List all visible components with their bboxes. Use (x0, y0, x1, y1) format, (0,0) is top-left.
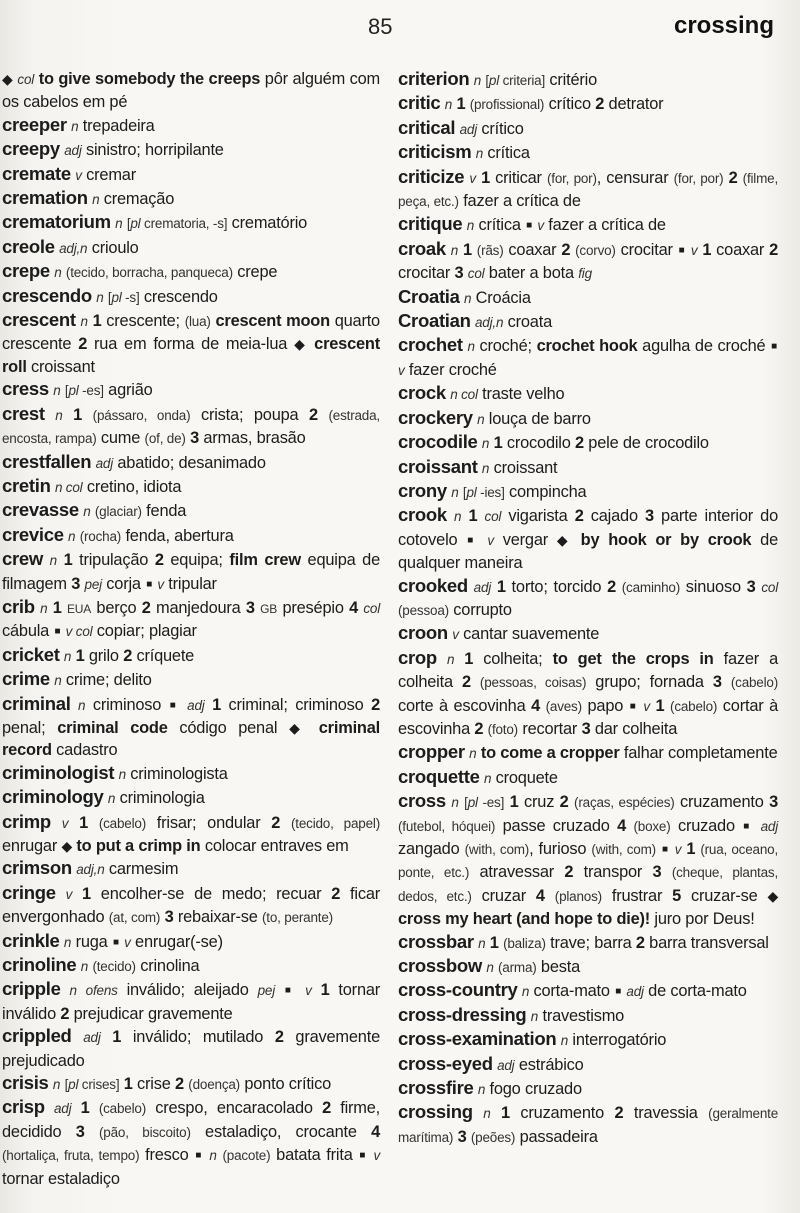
dictionary-entry: cremation n cremação (2, 187, 175, 209)
dictionary-entry: crisis n [pl crises] 1 crise 2 (doença) ponto crítico (2, 1072, 332, 1094)
dictionary-entry: criticize v 1 criticar (for, por), censurar (for, por) 2 (filme, peça, etc.) fazer a crítica de (398, 165, 779, 211)
dictionary-entry: crossing n 1 cruzamento 2 travessia (geralmente marítima) 3 (peões) passadeira (398, 1101, 779, 1146)
dictionary-entry: cross-eyed adj estrábico (398, 1052, 584, 1074)
dictionary-entry: crossbar n 1 (baliza) trave; barra 2 barra transversal (398, 930, 769, 952)
dictionary-entry: crew n 1 tripulação 2 equipa; film crew equipa de filmagem 3 pej corja ■ v tripular (2, 548, 381, 593)
dictionary-entry: cross-examination n interrogatório (398, 1028, 667, 1050)
page-number: 85 (368, 14, 393, 39)
dictionary-entry: crochet n croché; crochet hook agulha de croché ■ v fazer croché (398, 334, 778, 379)
dictionary-entry: crony n [pl -ies] compincha (398, 479, 587, 501)
dictionary-entry: cress n [pl -es] agrião (2, 378, 153, 400)
dictionary-entry: crib n 1 EUA berço 2 manjedoura 3 GB presépio 4 col cábula ■ v col copiar; plagiar (2, 595, 381, 641)
dictionary-entry: crossbow n (arma) besta (398, 955, 581, 977)
dictionary-entry: crescent n 1 crescente; (lua) crescent moon quarto crescente 2 rua em forma de meia-lua ◆ crescent roll croissant (2, 309, 380, 376)
dictionary-entry: crisp adj 1 (cabelo) crespo, encaracolado 2 firme, decidido 3 (pão, biscoito) estaladiço, crocante 4 (hortaliça, fruta, tempo) fresco ■ n (pacote) batata frita ■ v tornar estaladiço (2, 1096, 381, 1188)
dictionary-entry: Croatia n Croácia (398, 285, 531, 307)
dictionary-entry: criticism n crítica (398, 141, 530, 163)
dictionary-entry: croon v cantar suavemente (398, 622, 600, 644)
dictionary-entry: croak n 1 (rãs) coaxar 2 (corvo) crocitar ■ v 1 coaxar 2 crocitar 3 col bater a bota fig (398, 237, 778, 283)
dictionary-entry: cropper n to come a cropper falhar completamente (398, 741, 778, 763)
dictionary-entry: crippled adj 1 inválido; mutilado 2 gravemente prejudicado (2, 1025, 380, 1070)
dictionary-entry: cringe v 1 encolher-se de medo; recuar 2 ficar envergonhado (at, com) 3 rebaixar-se (to, perante) (2, 881, 381, 927)
dictionary-entry: crook n 1 col vigarista 2 cajado 3 parte interior do cotovelo ■ v vergar ◆ by hook or by crook de qualquer maneira (398, 504, 778, 573)
dictionary-entry: croquette n croquete (398, 765, 558, 787)
dictionary-entry: criminologist n criminologista (2, 761, 228, 783)
dictionary-entry: crocodile n 1 crocodilo 2 pele de crocodilo (398, 431, 709, 453)
dictionary-entry: crest n 1 (pássaro, onda) crista; poupa 2 (estrada, encosta, rampa) cume (of, de) 3 armas, brasão (2, 402, 380, 448)
dictionary-entry: creepy adj sinistro; horripilante (2, 138, 224, 160)
dictionary-entry: crinkle n ruga ■ v enrugar(-se) (2, 929, 223, 951)
dictionary-entry: creeper n trepadeira (2, 113, 155, 135)
dictionary-entry: crossfire n fogo cruzado (398, 1077, 582, 1099)
dictionary-entry: crevice n (rocha) fenda, abertura (2, 523, 234, 545)
dictionary-entry: crooked adj 1 torto; torcido 2 (caminho) sinuoso 3 col (pessoa) corrupto (398, 574, 779, 619)
dictionary-entry: ◆ col to give somebody the creeps pôr alguém com os cabelos em pé (2, 70, 380, 112)
dictionary-entry: cross n [pl -es] 1 cruz 2 (raças, espécies) cruzamento 3 (futebol, hóquei) passe cruzado 4 (boxe) cruzado ■ adj zangado (with, com), furioso (with, com) ■ v 1 (rua, oceano, ponte, etc.) atravessar 2 transpor 3 (cheque, plantas, dedos, etc.) cruzar 4 (planos) frustrar 5 cruzar-se ◆ cross my heart (and hope to die)! juro por Deus! (398, 790, 779, 929)
dictionary-entry: crime n crime; delito (2, 668, 152, 690)
right-column (398, 68, 778, 1149)
dictionary-entry: criminal n criminoso ■ adj 1 criminal; criminoso 2 penal; criminal code código penal ◆ criminal record cadastro (2, 692, 381, 760)
dictionary-entry: crematorium n [pl crematoria, -s] crematório (2, 211, 308, 233)
dictionary-entry: cripple n ofens inválido; aleijado pej ■ v 1 tornar inválido 2 prejudicar gravemente (2, 978, 381, 1023)
dictionary-entry: croissant n croissant (398, 455, 558, 477)
dictionary-entry: crimp v 1 (cabelo) frisar; ondular 2 (tecido, papel) enrugar ◆ to put a crimp in colocar entraves em (2, 810, 380, 855)
dictionary-entry: crock n col traste velho (398, 382, 565, 404)
dictionary-entry: cricket n 1 grilo 2 críquete (2, 643, 195, 665)
dictionary-entry: cremate v cremar (2, 162, 136, 184)
dictionary-entry: crestfallen adj abatido; desanimado (2, 450, 266, 472)
dictionary-entry: cross-dressing n travestismo (398, 1003, 625, 1025)
dictionary-entry: critique n crítica ■ v fazer a crítica de (398, 213, 666, 235)
dictionary-entry: criminology n criminologia (2, 786, 205, 808)
dictionary-entry: crimson adj,n carmesim (2, 857, 179, 879)
dictionary-entry: critical adj crítico (398, 116, 524, 138)
dictionary-entry: critic n 1 (profissional) crítico 2 detrator (398, 92, 664, 114)
dictionary-entry: cross-country n corta-mato ■ adj de corta-mato (398, 979, 747, 1001)
dictionary-entry: crockery n louça de barro (398, 406, 591, 428)
dictionary-entry: criterion n [pl criteria] critério (398, 68, 597, 89)
dictionary-entry: Croatian adj,n croata (398, 310, 552, 332)
dictionary-entry: crepe n (tecido, borracha, panqueca) crepe (2, 260, 278, 282)
dictionary-entry: crescendo n [pl -s] crescendo (2, 284, 218, 306)
dictionary-entry: crop n 1 colheita; to get the crops in fazer a colheita 2 (pessoas, coisas) grupo; fornada 3 (cabelo) corte à escovinha 4 (aves) papo ■ v 1 (cabelo) cortar à escovinha 2 (foto) recortar 3 dar colheita (398, 646, 779, 738)
running-head: crossing (673, 12, 774, 39)
dictionary-entry: cretin n col cretino, idiota (2, 474, 182, 496)
dictionary-entry: crevasse n (glaciar) fenda (2, 499, 187, 521)
left-column (2, 68, 380, 1190)
dictionary-entry: crinoline n (tecido) crinolina (2, 954, 200, 976)
dictionary-entry: creole adj,n crioulo (2, 235, 139, 257)
